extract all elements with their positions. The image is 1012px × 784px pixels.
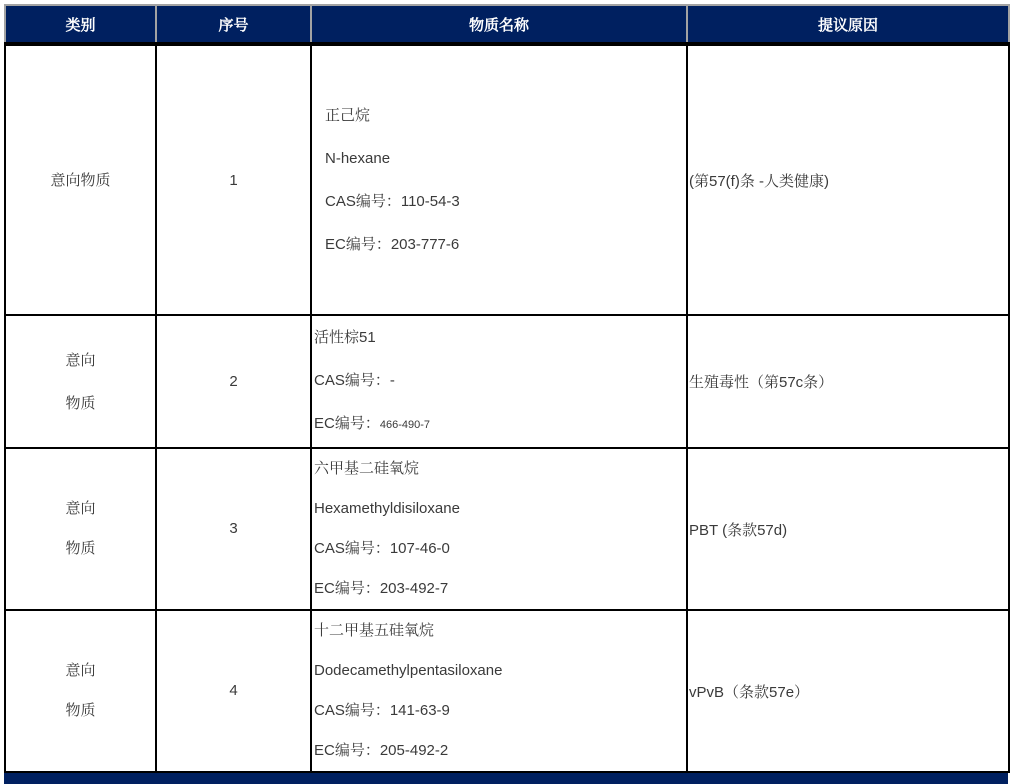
substance-line [325, 180, 686, 223]
substance-line-text: CAS编号：107-46-0 [314, 540, 450, 557]
category-line: 意向 [65, 662, 96, 679]
table-row [5, 315, 1009, 448]
substance-line-text: EC编号： [314, 415, 380, 432]
reason-text: 生殖毒性（第57c条） [689, 374, 834, 391]
category-line: 意向物质 [50, 171, 111, 189]
substance-line [314, 359, 686, 402]
substance-line [314, 402, 686, 447]
substances-table [4, 4, 1008, 784]
header-row [5, 5, 1009, 43]
substance-cell [311, 610, 687, 772]
header-cell-index: 序号 [156, 5, 311, 43]
substance-line [314, 316, 686, 359]
reason-cell [687, 315, 1009, 448]
substance-line [314, 489, 686, 529]
reason-cell [687, 448, 1009, 610]
substance-line-text: EC编号：203-492-7 [314, 580, 449, 597]
substance-line [325, 137, 686, 180]
reason-cell [687, 45, 1009, 315]
category-line: 意向 [65, 500, 96, 517]
header-cell-category: 类别 [5, 5, 156, 43]
reason-text: (第57(f)条 -人类健康) [689, 172, 829, 190]
substance-line-text: N-hexane [325, 150, 391, 167]
substance-line-text: CAS编号：141-63-9 [314, 702, 450, 719]
substance-line-text: CAS编号：- [314, 372, 395, 389]
category-line: 物质 [65, 540, 96, 557]
substance-line-text: EC编号：203-777-6 [325, 236, 460, 253]
table-row [5, 610, 1009, 772]
table-body [5, 45, 1009, 772]
substance-line-text: 十二甲基五硅氧烷 [314, 622, 435, 639]
substance-cell [311, 45, 687, 315]
index-cell [156, 45, 311, 315]
substance-line [314, 691, 686, 731]
header-cell-reason: 提议原因 [687, 5, 1009, 43]
substance-line-small: 466-490-7 [379, 419, 430, 431]
substance-line-text: EC编号：205-492-2 [314, 742, 449, 759]
index-number: 4 [229, 682, 238, 699]
substance-line-text: 正己烷 [325, 107, 371, 124]
index-number: 3 [229, 520, 238, 537]
substance-line-text: Hexamethyldisiloxane [314, 500, 460, 517]
reason-text: PBT (条款57d) [689, 521, 788, 539]
substance-line [314, 731, 686, 771]
category-line: 物质 [65, 394, 96, 412]
table-row [5, 448, 1009, 610]
table-row [5, 45, 1009, 315]
index-number: 1 [229, 171, 238, 189]
header-cell-substance-name: 物质名称 [311, 5, 687, 43]
substance-line [314, 449, 686, 489]
substance-line-text: 六甲基二硅氧烷 [314, 460, 420, 477]
category-cell [5, 45, 156, 315]
table-header [4, 4, 1010, 44]
substance-line [314, 529, 686, 569]
substance-line [314, 569, 686, 609]
table-body-grid [4, 44, 1010, 773]
bottom-header-bar [4, 773, 1008, 784]
category-line: 物质 [65, 702, 96, 719]
substance-cell [311, 315, 687, 448]
substance-line-text: Dodecamethylpentasiloxane [314, 662, 503, 679]
substance-line [314, 651, 686, 691]
substance-line [325, 94, 686, 137]
index-cell [156, 448, 311, 610]
category-cell [5, 610, 156, 772]
substance-line-text: 活性棕51 [314, 329, 376, 346]
category-line: 意向 [65, 351, 96, 369]
index-cell [156, 315, 311, 448]
substance-line [314, 611, 686, 651]
substance-line-text: CAS编号：110-54-3 [325, 193, 460, 210]
substance-line [325, 223, 686, 266]
category-cell [5, 315, 156, 448]
reason-text: vPvB（条款57e） [689, 683, 810, 701]
index-cell [156, 610, 311, 772]
index-number: 2 [229, 373, 238, 390]
substance-cell [311, 448, 687, 610]
category-cell [5, 448, 156, 610]
reason-cell [687, 610, 1009, 772]
